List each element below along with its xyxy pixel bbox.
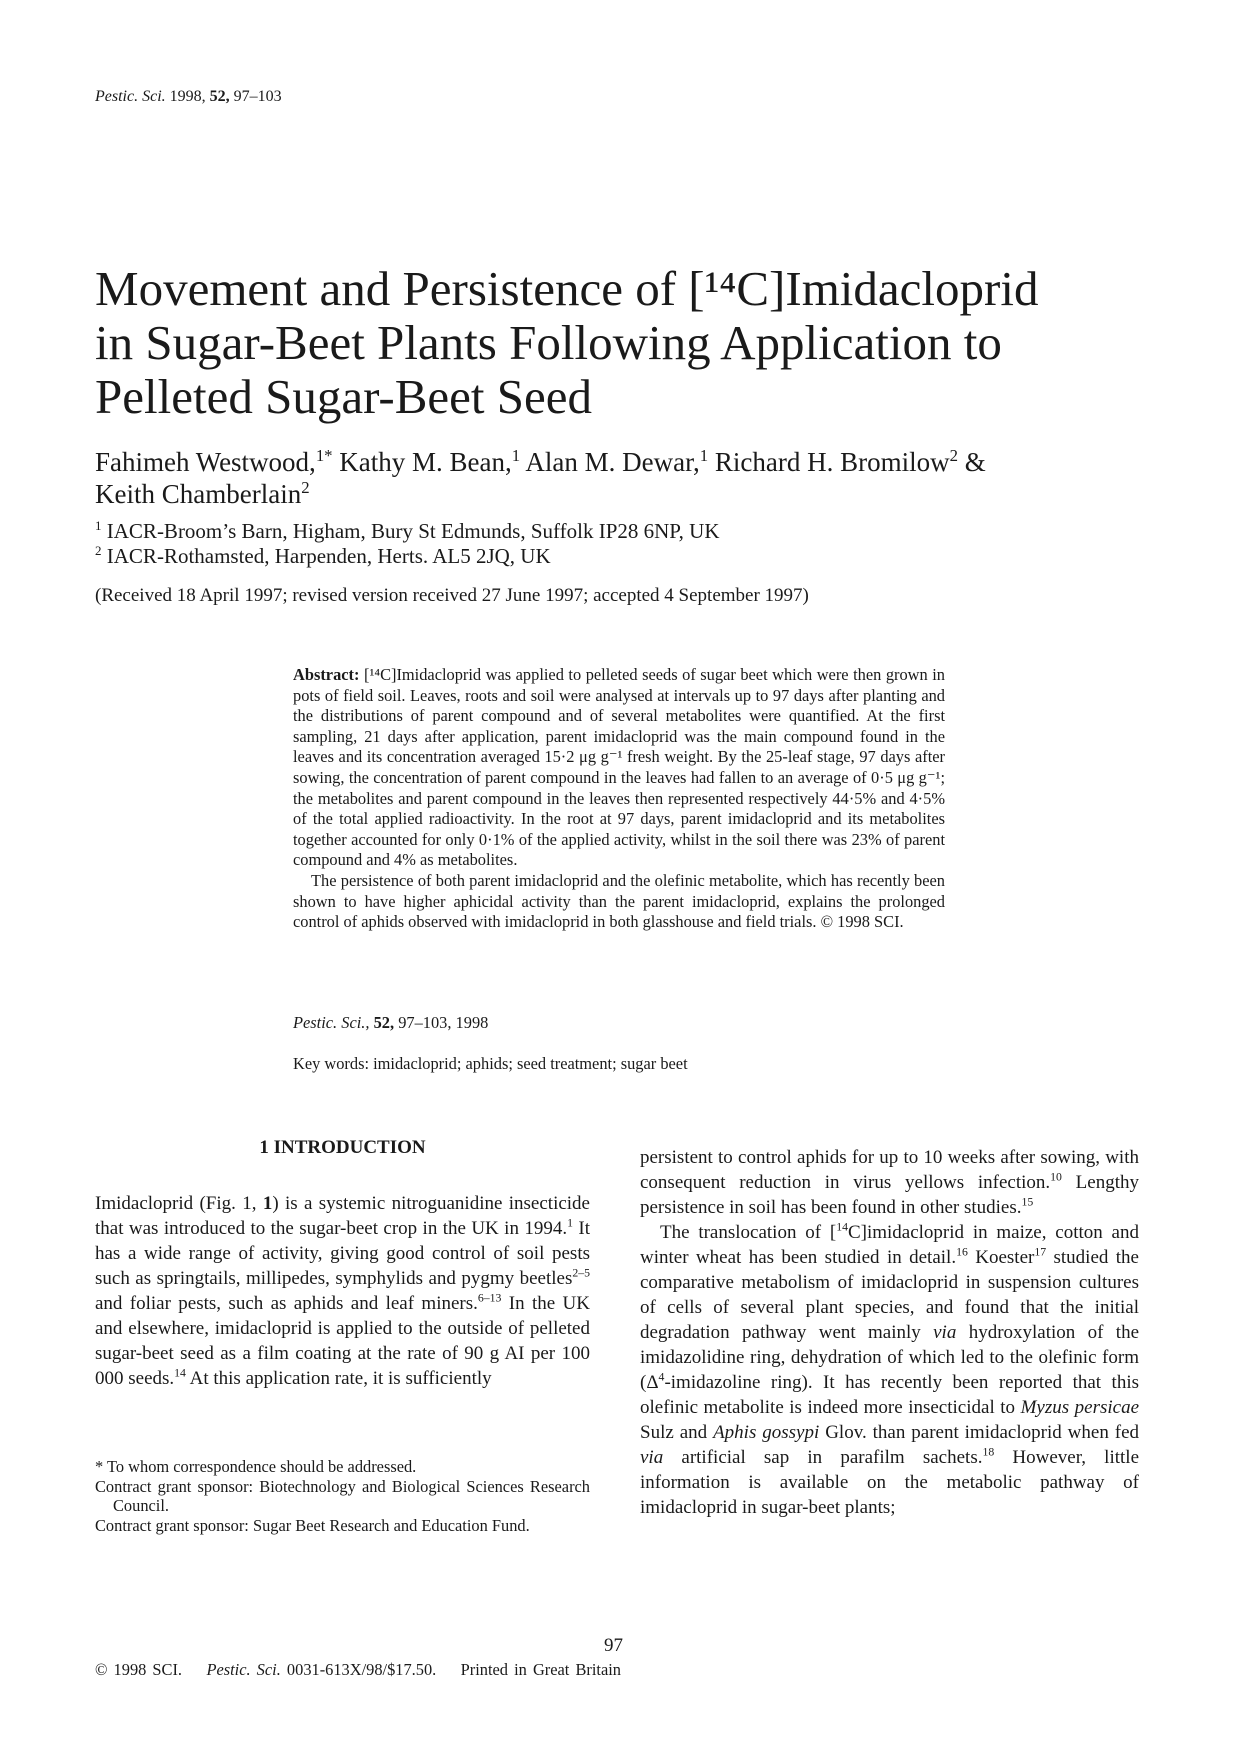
author-list: Fahimeh Westwood,$^{1*}$ Kathy M. Bean,$^1$ Alan M. Dewar,$^1$ Richard H. Bromilow$^2$ & Keith Chamberlain$^2$ [95, 446, 986, 509]
right-column [640, 1145, 1139, 1520]
body-paragraph: The translocation of [$^{14}$C]imidacloprid in maize, cotton and winter wheat has been studied in detail.$^{16}$ Koester$^{17}$ studied the comparative metabolism of imidacloprid in suspension cultures of cells of several plant species, and found that the initial degradation pathway went mainly via hydroxylation of the imidazolidine ring, dehydration of which led to the olefinic form ($\Delta^4$-imidazoline ring). It has recently been reported that this olefinic metabolite is indeed more insecticidal to Myzus persicae Sulz and Aphis gossypi Glov. than parent imidacloprid when fed via artificial sap in parafilm sachets.$^{18}$ However, little information is available on the metabolic pathway of imidacloprid in sugar-beet plants; [640, 1220, 1140, 1518]
author: Kathy M. Bean, [339, 447, 512, 477]
publisher-footer: © 1998 SCI. Pestic. Sci. 0031-613X/98/$17.50. Printed in Great Britain [95, 1660, 621, 1679]
author: Keith Chamberlain [95, 479, 302, 509]
title-line: Movement and Persistence of [¹⁴C]Imidacloprid [95, 261, 1039, 316]
page-number: 97 [604, 1635, 623, 1656]
body-paragraph: persistent to control aphids for up to 10 weeks after sowing, with consequent reduction in virus yellows infection.$^{10}$ Lengthy persistence in soil has been found in other studies.$^{15}$ [640, 1147, 1139, 1218]
author: Richard H. Bromilow [714, 447, 950, 477]
left-column [95, 1135, 590, 1391]
journal-reference: Pestic. Sci. 1998, 52, 97–103 [95, 88, 282, 105]
author: Fahimeh Westwood, [95, 447, 316, 477]
abstract-paragraph: The persistence of both parent imidacloprid and the olefinic metabolite, which has recently been shown to have higher aphicidal activity than the parent imidacloprid, explains the prolonged control of aphids observed with imidacloprid in both glasshouse and field trials. © 1998 SCI. [293, 870, 945, 932]
abstract-label: Abstract: [293, 665, 360, 684]
section-heading: 1 INTRODUCTION [259, 1137, 426, 1158]
abstract-citation: Pestic. Sci., 52, 97–103, 1998 [293, 1013, 489, 1032]
footnotes [95, 1457, 590, 1535]
affiliation: $^2$ IACR-Rothamsted, Harpenden, Herts. AL5 2JQ, UK [95, 543, 551, 568]
keywords: Key words: imidacloprid; aphids; seed treatment; sugar beet [293, 1054, 688, 1073]
affiliations [95, 519, 720, 569]
abstract-paragraph: [¹⁴C]Imidacloprid was applied to pelleted seeds of sugar beet which were then grown in pots of field soil. Leaves, roots and soil were analysed at intervals up to 97 days after planting and the distributions of parent compound and of several metabolites were quantified. At the first sampling, 21 days after application, parent imidacloprid was the main compound found in the leaves and its concentration averaged 15·2 μg g⁻¹ fresh weight. By the 25-leaf stage, 97 days after sowing, the concentration of parent compound in the leaves had fallen to an average of 0·5 μg g⁻¹; the metabolites and parent compound in the leaves then represented respectively 44·5% and 4·5% of the total applied radioactivity. In the root at 97 days, parent imidacloprid and its metabolites together accounted for only 0·1% of the applied activity, whilst in the soil there was 23% of parent compound and 4% as metabolites. [293, 665, 945, 870]
title-line: Pelleted Sugar-Beet Seed [95, 369, 593, 424]
footnote: * To whom correspondence should be addressed. [95, 1457, 417, 1476]
body-paragraph: Imidacloprid (Fig. 1, 1) is a systemic nitroguanidine insecticide that was introduced to the sugar-beet crop in the UK in 1994.$^1$ It has a wide range of activity, giving good control of soil pests such as springtails, millipedes, symphylids and pygmy beetles$^{2-5}$ and foliar pests, such as aphids and leaf miners.$^{6-13}$ In the UK and elsewhere, imidacloprid is applied to the outside of pelleted sugar-beet seed as a film coating at the rate of 90 g AI per 100 000 seeds.$^{14}$ At this application rate, it is sufficiently [95, 1193, 591, 1389]
abstract [293, 665, 945, 933]
article-title [95, 262, 1185, 424]
footnote: Contract grant sponsor: Sugar Beet Research and Education Fund. [95, 1515, 530, 1535]
author: Alan M. Dewar, [525, 447, 700, 477]
affiliation: $^1$ IACR-Broom’s Barn, Higham, Bury St Edmunds, Suffolk IP28 6NP, UK [95, 518, 720, 543]
footnote: Contract grant sponsor: Biotechnology and Biological Sciences Research Council. [95, 1476, 590, 1515]
received-dates: (Received 18 April 1997; revised version received 27 June 1997; accepted 4 September 1997) [95, 585, 809, 606]
title-line: in Sugar-Beet Plants Following Application to [95, 315, 1002, 370]
